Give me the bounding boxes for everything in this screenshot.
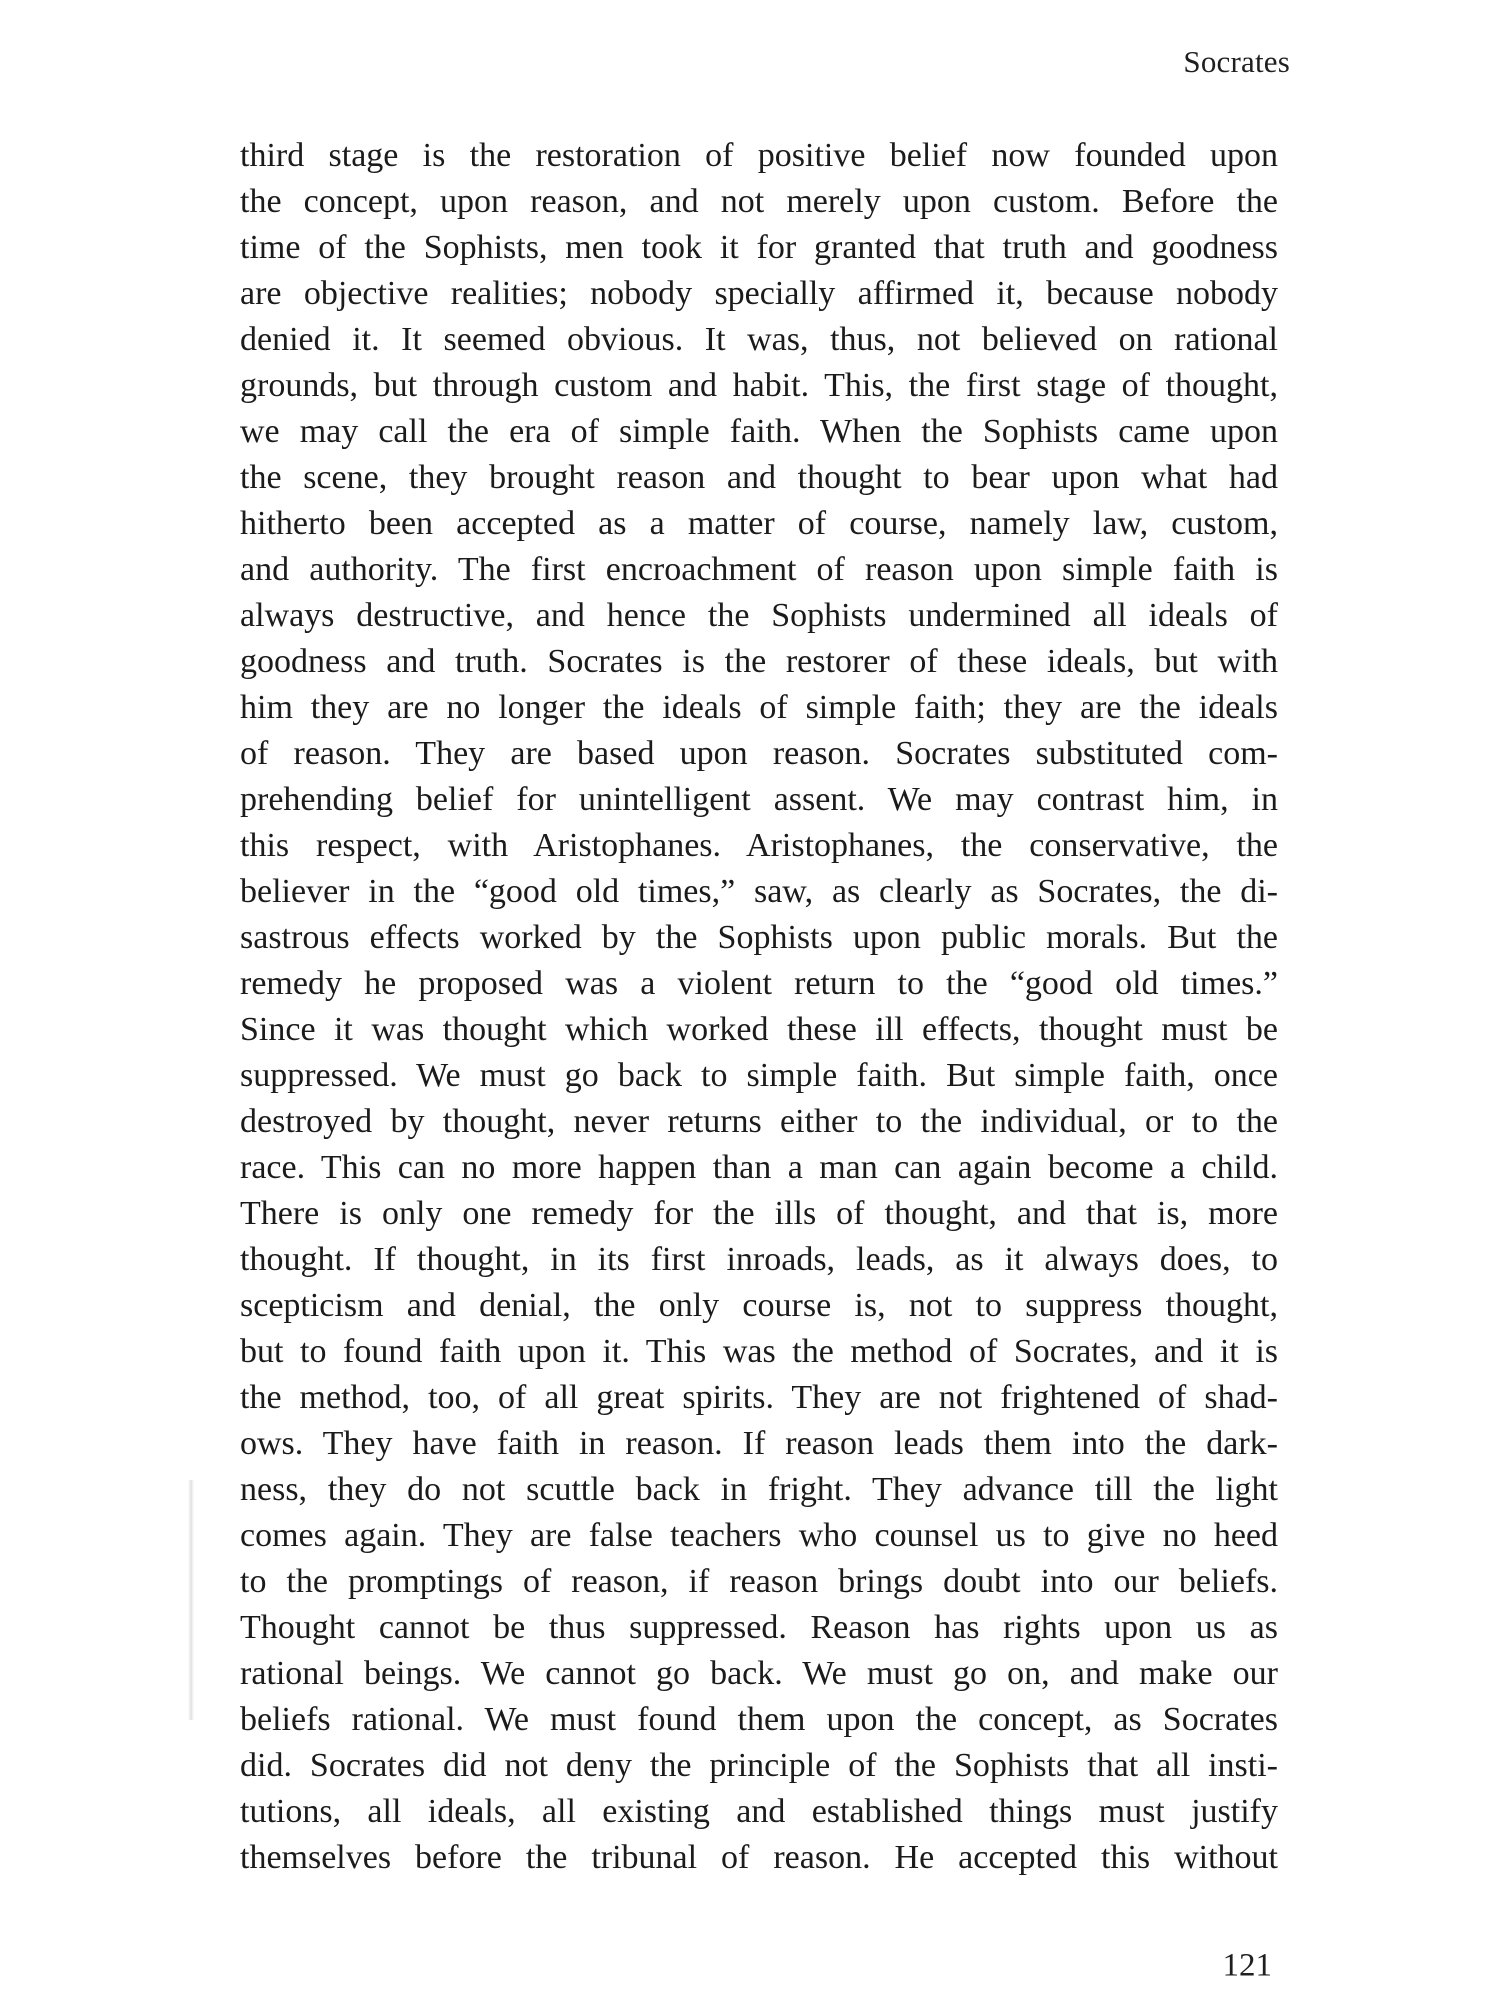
text-line: but to found faith upon it. This was the method of Socrates, and it is (240, 1333, 1278, 1370)
text-line: third stage is the restoration of positive belief now founded upon (240, 137, 1278, 174)
page-number: 121 (1222, 1947, 1272, 1984)
text-line: Thought cannot be thus suppressed. Reason has rights upon us as (240, 1609, 1278, 1646)
text-line: beliefs rational. We must found them upon the concept, as Socrates (240, 1701, 1278, 1738)
text-line: Since it was thought which worked these ill effects, thought must be (240, 1011, 1278, 1048)
text-line: rational beings. We cannot go back. We must go on, and make our (240, 1655, 1278, 1692)
text-line: comes again. They are false teachers who counsel us to give no heed (240, 1517, 1278, 1554)
text-line: the scene, they brought reason and thought to bear upon what had (240, 459, 1278, 496)
text-line: themselves before the tribunal of reason. He accepted this without (240, 1839, 1278, 1876)
text-line: the method, too, of all great spirits. They are not frightened of shad- (240, 1379, 1278, 1416)
text-line: tutions, all ideals, all existing and established things must justify (240, 1793, 1278, 1830)
text-line: of reason. They are based upon reason. Socrates substituted com- (240, 735, 1278, 772)
text-line: ows. They have faith in reason. If reason leads them into the dark- (240, 1425, 1278, 1462)
text-line: sastrous effects worked by the Sophists upon public morals. But the (240, 919, 1278, 956)
text-line: and authority. The first encroachment of reason upon simple faith is (240, 551, 1278, 588)
text-line: prehending belief for unintelligent assent. We may contrast him, in (240, 781, 1278, 818)
text-line: this respect, with Aristophanes. Aristophanes, the conservative, the (240, 827, 1278, 864)
text-line: we may call the era of simple faith. When the Sophists came upon (240, 413, 1278, 450)
gutter-shadow (188, 1480, 194, 1720)
text-line: goodness and truth. Socrates is the restorer of these ideals, but with (240, 643, 1278, 680)
text-line: hitherto been accepted as a matter of course, namely law, custom, (240, 505, 1278, 542)
text-line: thought. If thought, in its first inroads, leads, as it always does, to (240, 1241, 1278, 1278)
text-line: did. Socrates did not deny the principle of the Sophists that all insti- (240, 1747, 1278, 1784)
text-line: are objective realities; nobody specially affirmed it, because nobody (240, 275, 1278, 312)
text-line: scepticism and denial, the only course is, not to suppress thought, (240, 1287, 1278, 1324)
text-line: suppressed. We must go back to simple faith. But simple faith, once (240, 1057, 1278, 1094)
text-line: the concept, upon reason, and not merely upon custom. Before the (240, 183, 1278, 220)
text-line: ness, they do not scuttle back in fright. They advance till the light (240, 1471, 1278, 1508)
text-line: denied it. It seemed obvious. It was, thus, not believed on rational (240, 321, 1278, 358)
text-line: believer in the “good old times,” saw, as clearly as Socrates, the di- (240, 873, 1278, 910)
text-line: him they are no longer the ideals of simple faith; they are the ideals (240, 689, 1278, 726)
text-line: to the promptings of reason, if reason brings doubt into our beliefs. (240, 1563, 1278, 1600)
text-line: There is only one remedy for the ills of thought, and that is, more (240, 1195, 1278, 1232)
text-line: time of the Sophists, men took it for granted that truth and goodness (240, 229, 1278, 266)
text-line: grounds, but through custom and habit. This, the first stage of thought, (240, 367, 1278, 404)
text-line: destroyed by thought, never returns either to the individual, or to the (240, 1103, 1278, 1140)
running-head: Socrates (1183, 44, 1290, 79)
text-line: race. This can no more happen than a man can again become a child. (240, 1149, 1278, 1186)
text-line: always destructive, and hence the Sophists undermined all ideals of (240, 597, 1278, 634)
body-text (240, 133, 1278, 1881)
text-line: remedy he proposed was a violent return to the “good old times.” (240, 965, 1278, 1002)
